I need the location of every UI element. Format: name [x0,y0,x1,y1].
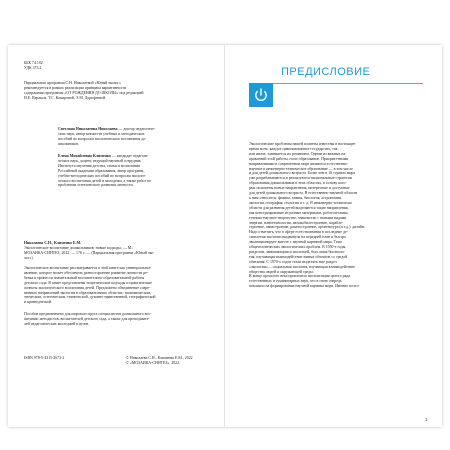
author-bio-2 [58,154,218,188]
body-line: научное и инженерно-техническое образование — в том числе [249,166,353,171]
annotation-line: Пособие предназначено для широкого круга специалистов дошкольного вос- [24,312,152,316]
body-line: сятилетия экологии выдвинула на передней план и быстро [249,235,347,240]
bio-line: ских наук, автор множеств учебных и методических [58,131,145,136]
body-line: для детей дошкольного возраста. В естественно-научной области [249,191,358,196]
body-line: уже разрабатываются и реализуются национальные стратегии [249,176,352,181]
body-line: энергии, нанотехнологии, автомобилестроение, корабле- [249,220,344,225]
copyright-line: © «МОЗАИКА-СИНТЕЗ», 2022 [126,360,180,365]
annotation [24,266,216,305]
body-line: разделом, занимающимся экологией, был лишь биоэколо- [249,249,345,254]
annotation-line: питания: методистов, воспитателей детского сада, а также для преподавате- [24,316,150,321]
bio-line: Института изучения детства, семьи и воспитания [58,163,140,168]
body-line: Надо отметить, что в сфере естествознания в последние де- [249,230,349,235]
annotation-line: менных направлений экологии в образовательных областях: экономическом, [24,290,151,295]
page-number: 3 [425,417,428,422]
author-name: Светлана Николаевна Николаева [58,127,118,131]
body-line: повлияло на формирование научной картины мира. Именно поэто- [249,284,360,289]
body-line: время всем: каждое цивилизованное государство, так [249,146,338,151]
body-line: общечеловеческих экологических проблем. В 1950-е годы [249,245,346,250]
body-line: обитания. С 1970-х годов стали выделять еще раздел [249,259,337,264]
intro-line: Н.Е. Вераксы, Т.С. Комаровой, Э.М. Дорофеевой. [24,95,107,100]
isbn: ISBN 978-5-4315-2673-2 [24,356,65,360]
bio-line: школьников. [58,141,79,146]
bio-line: пособий по вопросам экологического воспитания до- [58,136,147,141]
body-line: Экологические проблемы нашей планеты известны в настоящее [249,142,356,146]
body-line: общества людей и окружающей среды. [249,269,314,274]
power-icon [249,83,273,107]
annotation-line: аспекты экологического воспитания детей. Предложено объединение совре- [24,285,151,290]
bio-line: учебно-методических пособий по вопросам экологи- [58,173,146,178]
title-divider [273,83,423,84]
annotation-line: детского сада. В книге представлены теоретические подходы и практические [24,280,152,285]
author-bio-1 [58,127,218,147]
body-line: направлениями в современном мире являются естественно- [249,161,349,166]
udk-code: УДК 373.2 [24,65,42,70]
preface-body [249,142,429,289]
body-line: эволюционирует вместе с научной картиной мира. Тема [249,240,342,245]
copyright-line: © Николаева С.Н., Клименко Е.М., 2022 [126,356,193,360]
body-line: рых положены новые направления, интересные и доступные [249,186,350,191]
body-line: правлений этой работы стало образование. Приоритетными [249,156,349,161]
right-page [225,45,442,427]
copyright [126,356,193,366]
biblio-line: лог»). [24,255,34,260]
body-line: «экологии»— социальная экология, изучающая взаимодействие [249,264,355,269]
intro-line: Парциальная программа С.Н. Николаевой «Юный эколог» [24,81,121,85]
body-line: естественных и гуманитарных наук, что в свою очередь [249,279,342,284]
bio-line: ческого воспитания детей и молодежи, а также работ по [58,178,152,183]
body-line: и для детей дошкольного возраста. Более чем в 10 странах мира [249,171,356,176]
body-line: области для развития детей выделяются такие направления, [249,205,349,210]
bio-line: — доктор педагогиче- [118,127,156,131]
bio-line: Российской академии образования, автор программ, [58,168,145,173]
body-line: технико-научное творчество, знакомство с новыми видами [249,215,347,220]
author-name: Елена Михайловна Клименко [58,154,111,158]
power-icon-glyph [249,83,273,107]
body-line: экология, география, геология и т. д. В инженерно-техническо [249,200,353,205]
body-line: строение, авиастроение, ракетостроение, архитектура (и т.д.), дизайн. [249,225,365,230]
annotation-line: этическом, эстетическом, технической, духовно-нравственной, географической [24,295,156,300]
biblio-authors: Николаева С.Н., Клименко Е.М. [24,241,82,245]
intro-line: рекомендуется в рамках реализации принципа вариативности [24,85,127,90]
biblio-line: МОЗАИКА-СИНТЕЗ, 2022. — 176 с. — (Парциальная программа «Юный эко- [24,250,155,255]
body-line: к ним относятся: физика, химия, биология, астрономия, [249,195,342,200]
body-line: гия, изучающая взаимодействие живых объектов со средой [249,254,348,259]
preface-title: ПРЕДИСЛОВИЕ [281,66,371,78]
program-intro [24,81,214,101]
audience-note [24,312,216,327]
body-line: как конструирование из разных материалов, робототехника, [249,210,349,215]
left-page [8,45,225,427]
bio-line: проблемам эстетического развития личности. [58,183,134,188]
bio-line: ческих наук, доцент, ведущий научный сотрудник [58,158,141,163]
annotation-line: лей педагогических колледжей и вузов. [24,321,90,326]
book-spread [8,45,442,427]
bbk-code: ББК 74.102 [24,61,43,65]
annotation-line: явление, которое может обеспечить разностороннее развитие личности ре- [24,270,149,275]
bio-line: — кандидат педагоги- [111,154,149,158]
biblio-line: Экологическое воспитание дошкольников: новые подходы. — М.: [24,245,134,250]
body-line: или иначе, занимается их решением. Одним из важных на- [249,151,347,156]
body-line: В конце прошлого века произошла экологизация целого ряда [249,274,351,279]
annotation-line: Экологическое воспитание рассматривается в этой книге как универсальное [24,266,151,270]
annotation-line: бенка и принести значительный воспитательно-образовательной работы [24,275,145,280]
bibliographic-record [24,241,216,261]
intro-line: содержания программы «ОТ РОЖДЕНИЯ ДО ШКОЛЫ» под редакцией [24,90,144,95]
annotation-line: и краеведческой. [24,300,53,305]
classification-codes [24,61,43,71]
body-line: образования дошкольников в этих областях, в основу кото- [249,181,347,186]
